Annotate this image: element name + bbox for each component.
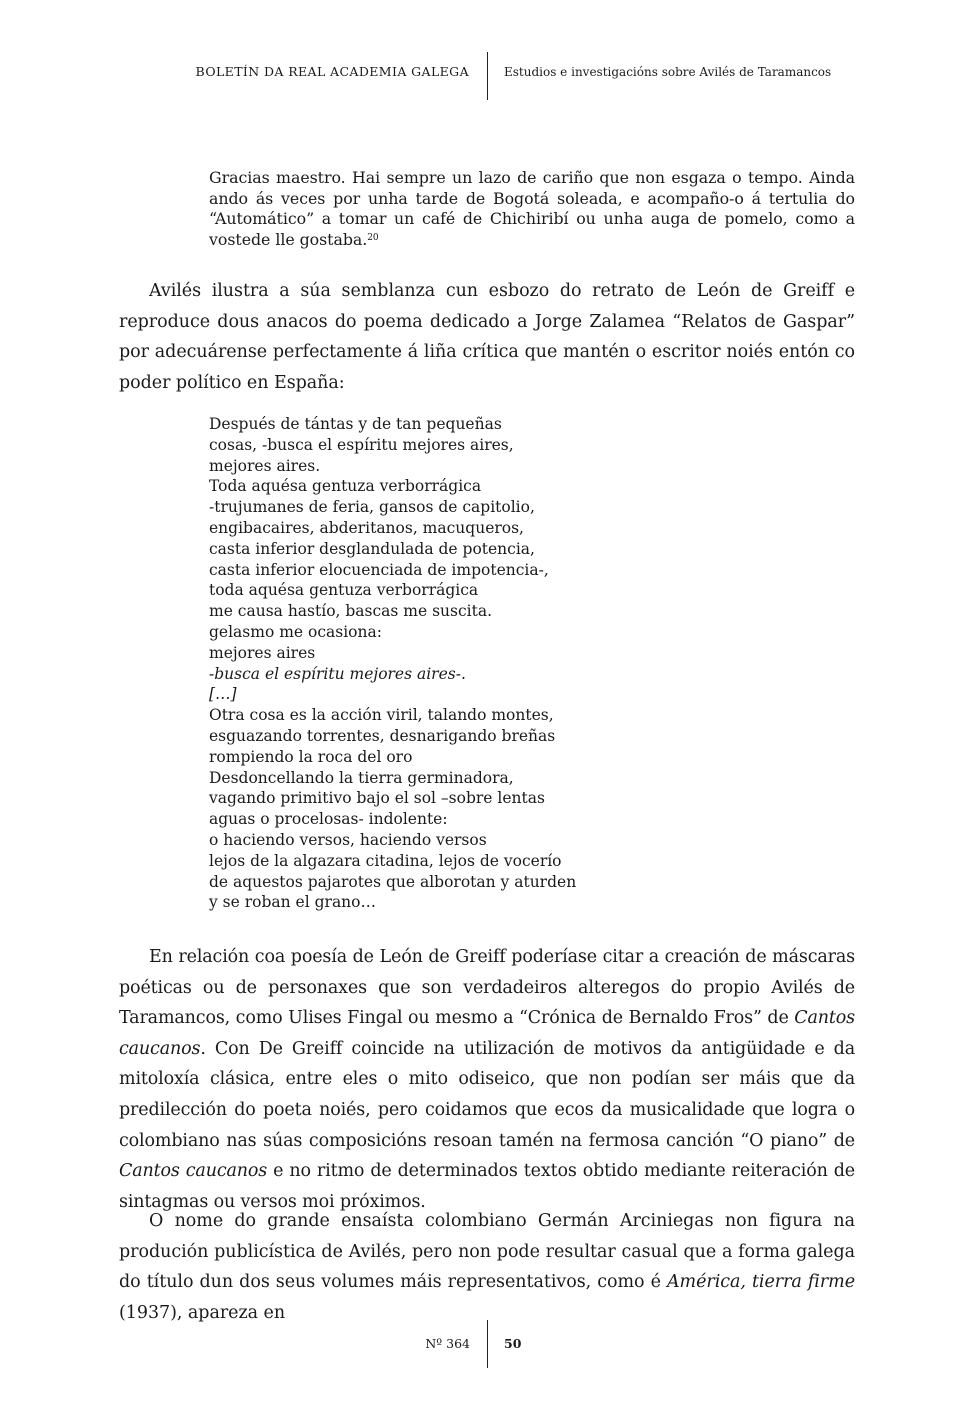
poem-line: engibacaires, abderitanos, macuqueros, [209, 518, 524, 537]
poem-line: toda aquésa gentuza verborrágica [209, 581, 479, 600]
poem-excerpt [209, 414, 576, 913]
poem-line: y se roban el grano… [209, 893, 376, 912]
poem-line: -trujumanes de feria, gansos de capitolio, [209, 498, 535, 517]
poem-line: de aquestos pajarotes que alborotan y aturden [209, 872, 577, 891]
issue-number: Nº 364 [425, 1336, 470, 1351]
paragraph-2-text: En relación coa poesía de León de Greiff poderíase citar a creación de máscaras poéticas ou de personaxes que son verdadeiros alteregos do propio Avilés de Taramancos, como Ulises Fingal ou mesmo a “Crónica de Bernaldo Fros” de [119, 947, 855, 1029]
poem-line: casta inferior desglandulada de potencia, [209, 539, 535, 558]
paragraph-2-text: . Con De Greiff coincide na utilización de motivos da antigüidade e da mitoloxía clásica, entre eles o mito odiseico, que non podían ser máis que da predilección do poeta noiés, pero coidamos que ecos da musicalidade que logra o colombiano nas súas composicións resoan tamén na fermosa canción “O piano” de [119, 1038, 855, 1151]
poem-line: Otra cosa es la acción viril, talando montes, [209, 706, 554, 725]
poem-line: aguas o procelosas- indolente: [209, 810, 448, 829]
book-title: América, tierra firme [666, 1272, 855, 1293]
block-quote-text: Gracias maestro. Hai sempre un lazo de cariño que non esgaza o tempo. Ainda ando ás veces por unha tarde de Bogotá soleada, e acompaño-o á tertulia do “Automático” a tomar un café de Chichiribí ou unha auga de pomelo, como a vostede lle gostaba. [209, 168, 855, 250]
poem-line: mejores aires. [209, 456, 321, 475]
page-number: 50 [504, 1336, 522, 1351]
paragraph-1: Avilés ilustra a súa semblanza cun esbozo do retrato de León de Greiff e reproduce dous anacos do poema dedicado a Jorge Zalamea “Relatos de Gaspar” por adecuárense perfectamente á liña crítica que mantén o escritor noiés entón co poder político en España: [119, 281, 855, 393]
paragraph-3-text: (1937), apareza en [119, 1302, 286, 1323]
poem-line: gelasmo me ocasiona: [209, 622, 382, 641]
poem-line: […] [209, 685, 237, 704]
poem-line: rompiendo la roca del oro [209, 747, 413, 766]
poem-line: esguazando torrentes, desnarigando breñas [209, 726, 556, 745]
book-title: Cantos caucanos [119, 1008, 855, 1059]
poem-line: Toda aquésa gentuza verborrágica [209, 477, 482, 496]
poem-line: lejos de la algazara citadina, lejos de vocerío [209, 851, 562, 870]
poem-line: me causa hastío, bascas me suscita. [209, 602, 493, 621]
paragraph-2 [119, 942, 855, 1217]
block-quote [209, 168, 855, 251]
paragraph-2-text: e no ritmo de determinados textos obtido mediante reiteración de sintagmas ou versos moi próximos. [119, 1161, 855, 1212]
poem-line: mejores aires [209, 643, 316, 662]
poem-line: o haciendo versos, haciendo versos [209, 830, 487, 849]
footnote-marker: 20 [367, 233, 379, 244]
journal-title: BOLETÍN DA REAL ACADEMIA GALEGA [195, 64, 469, 79]
paragraph-3-text: O nome do grande ensaísta colombiano Germán Arciniegas non figura na produción publicística de Avilés, pero non pode resultar casual que a forma galega do título dun dos seus volumes máis representativos, como é [119, 1211, 855, 1293]
header-divider [487, 52, 488, 100]
book-title: Cantos caucanos [119, 1161, 268, 1182]
poem-line: cosas, -busca el espíritu mejores aires, [209, 435, 514, 454]
poem-line: casta inferior elocuenciada de impotencia-, [209, 560, 549, 579]
poem-line: vagando primitivo bajo el sol –sobre lentas [209, 789, 545, 808]
paragraph-3 [119, 1206, 855, 1328]
footer-divider [487, 1320, 488, 1368]
poem-line: Desdoncellando la tierra germinadora, [209, 768, 514, 787]
poem-line: -busca el espíritu mejores aires-. [209, 664, 466, 683]
section-title: Estudios e investigacións sobre Avilés de Taramancos [504, 65, 832, 79]
poem-line: Después de tántas y de tan pequeñas [209, 415, 502, 433]
